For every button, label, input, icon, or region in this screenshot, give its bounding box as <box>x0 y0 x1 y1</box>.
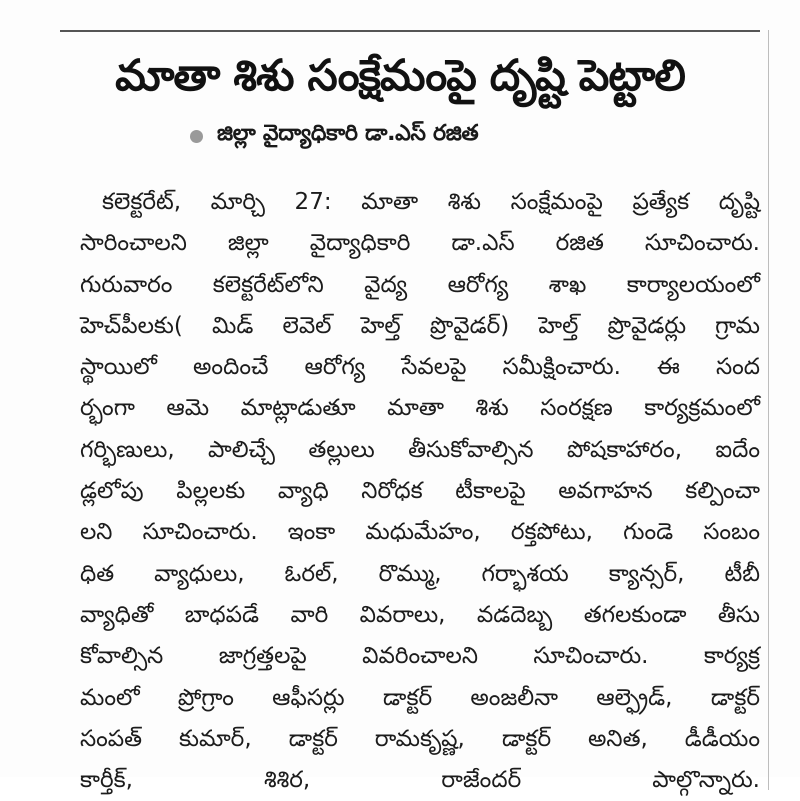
body-line: కోవాల్సిన జాగ్రత్తలపై వివరించాలని సూచించారు. కార్యక్ర <box>80 643 760 670</box>
body-line: కార్తీక్, శిశిర, రాజేందర్ పాల్గొన్నారు. <box>80 767 760 794</box>
top-rule <box>60 30 760 32</box>
body-line: డ్లలోపు పిల్లలకు వ్యాధి నిరోధక టీకాలపై అవగాహన కల్పించా <box>80 478 760 505</box>
body-line: లని సూచించారు. ఇంకా మధుమేహం, రక్తపోటు, గుండె సంబం <box>80 519 760 546</box>
body-line: మంలో ప్రోగ్రాం ఆఫీసర్లు డాక్టర్ అంజలీనా ఆల్ఫ్రెడ్, డాక్టర్ <box>80 684 760 711</box>
body-line: సారించాలని జిల్లా వైద్యాధికారి డా.ఎస్ రజిత సూచించారు. <box>80 230 760 257</box>
subheadline <box>190 120 478 152</box>
body-line: ర్భంగా ఆమె మాట్లాడుతూ మాతా శిశు సంరక్షణ కార్యక్రమంలో <box>80 395 760 422</box>
body-line: హెచ్‌పీలకు( మిడ్ లెవెల్ హెల్త్ ప్రొవైడర్) హెల్త్ ప్రొవైడర్లు గ్రామ <box>80 312 760 339</box>
headline: మాతా శిశు సంక్షేమంపై దృష్టి పెట్టాలి <box>115 51 685 101</box>
body-line: కలెక్టరేట్, మార్చి 27: మాతా శిశు సంక్షేమంపై ప్రత్యేక దృష్టి <box>102 189 760 215</box>
body-line: స్థాయిలో అందించే ఆరోగ్య సేవలపై సమీక్షించారు. ఈ సంద <box>80 354 760 381</box>
body-line: గర్భిణులు, పాలిచ్చే తల్లులు తీసుకోవాల్సిన పోషకాహారం, ఐదేం <box>80 436 760 463</box>
bullet-dot-icon <box>190 130 203 143</box>
article-body <box>80 182 760 801</box>
body-line: గురువారం కలెక్టరేట్‌లోని వైద్య ఆరోగ్య శాఖ కార్యాలయంలో <box>80 271 760 298</box>
column-divider <box>768 30 769 790</box>
body-line: వ్యాధితో బాధపడే వారి వివరాలు, వడదెబ్బ తగలకుండా తీసు <box>80 601 760 628</box>
byline: జిల్లా వైద్యాధికారి డా.ఎస్ రజిత <box>217 121 479 146</box>
body-line: సంపత్ కుమార్, డాక్టర్ రామకృష్ణ, డాక్టర్ అనిత, డీడీయం <box>80 725 760 752</box>
body-line: ధిత వ్యాధులు, ఓరల్, రొమ్ము, గర్భాశయ క్యాన్సర్, టీబీ <box>80 560 760 587</box>
